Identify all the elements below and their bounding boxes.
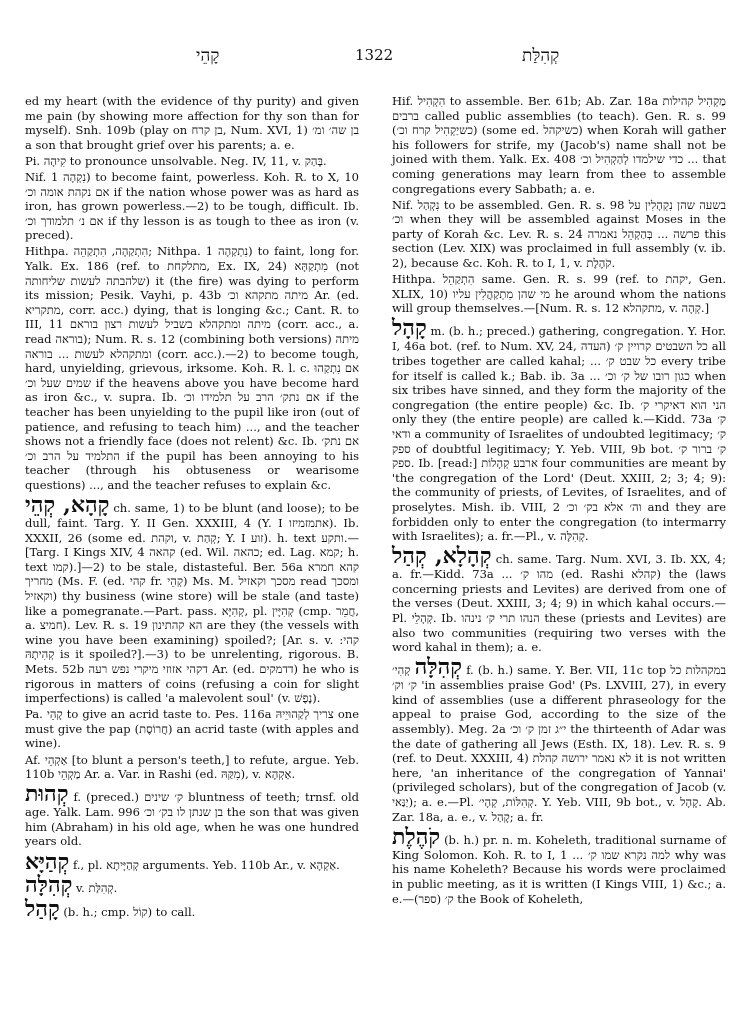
entry-kehilla-ref [25, 874, 359, 896]
right-paragraph-1: Hif. הִקְהִיל to assemble. Ber. 61b; Ab. Zar. 18a מַקְהִיל קהילות ברבים called public assemblies (to teach). Gen. R. s. 99 (כשיַקְהִיל קרח וכ׳) (some ed. כשיקהל) when Korah will gather his followers for strife, my (Jacob's) name shall not be joined with them. Yalk. Ex. 408 כדי שילמדו לְהַקְהִיל וכ׳ ... that coming generations may learn from thee to assemble congregations every Sabbath; a. e. [392, 94, 726, 196]
header-right-word: קְהִלַּת [522, 46, 560, 66]
left-paragraph-4: Hithpa. הִתְקַהָה, הִתְקַהֵה; Nithpa. נִתְקַהָה 1) to faint, long for. Yalk. Ex. 186 (ref. to מתלקחת, Ex. IX, 24) מִתְקַהָּא (not שלהבתה לעשות שליחותה) it (the fire) was dying to perform its mission; Pesik. Vayhi, p. 43b מיתה מתקהא וכ׳ Ar. (ed. מתקריא, corr. acc.) dying, that is longing &c.; Cant. R. to III, 11 מיתה ומתקהלא בשביל לעשות רצון בוראם (corr. acc., a. read בוראה); Num. R. s. 12 (combining both versions) מיתה ומתקהלא לעשות ... בוראה (corr. acc.).—2) to become tough, hard, unyielding, grievous, irksome. Koh. R. l. c. אם נִתְקַהוּ שמים שעל וכ׳ if the heavens above you have become hard as iron &c., v. supra. Ib. אם נתק׳ הרב על תלמידו וכ׳ if the teacher has been unyielding to the pupil like iron (out of patience, and refusing to teach him) ..., and the teacher shows not a friendly face (does not relent) &c. Ib. אם נתק׳ התלמיד על הרב וכ׳ if the pupil has been annoying to his teacher (through his obtuseness or wearisome questions) ..., and the teacher refuses to explain &c. [25, 244, 360, 492]
right-paragraph-3: Hithpa. הִתְקַהֵל same. Gen. R. s. 99 (ref. to יקהת, Gen. XLIX, 10) מי שהן מִתְקַהֲלִין עליו he around whom the nations will group themselves.—[Num. R. s. 12 מתקהלא, v. קְהָה.] [392, 272, 726, 316]
entry-koheleth [392, 823, 727, 906]
left-paragraph-1: ed my heart (with the evidence of thy purity) and given me pain (by showing more affection for thy son than for myself). Snh. 109b (play on בן קרח, Num. XVI, 1) בן שה׳ ומ׳ a son that brought grief over his parents; a. e. [25, 94, 359, 152]
entry-body: (b. h.; cmp. קוֹל) to call. [63, 904, 196, 919]
entry-kehala-ch [392, 545, 726, 655]
entry-body: f. (preced.) ק׳ שינים bluntness of teeth; trnsf. old age. Yalk. Lam. 996 בן שנתן לו בק׳ וכ׳ the son that was given him (Abraham) in his old age, when he was one hundred years old. [25, 790, 360, 849]
entry-headword: קְהִלָּה [414, 654, 463, 681]
entry-headword: קָהָל [392, 315, 427, 342]
left-column [25, 94, 359, 921]
entry-headword: קְהוּת [25, 781, 69, 808]
left-paragraph-6: Af. אַקְהֵי [to blunt a person's teeth,] to refute, argue. Yeb. 110b מַקְהֵי Ar. a. Var. in Rashi (ed. מִקַּהּ), v. אַקְהָא. [25, 752, 359, 782]
entry-kehaya [25, 848, 359, 875]
entry-headword: קְהַיָּא [25, 848, 70, 875]
entry-body: ch. same. Targ. Num. XVI, 3. Ib. XX, 4; a. fr.—Kidd. 73a ... מהו ק׳ (ed. Rashi קהלא) the (laws concerning priests and Levites) are derived from one of the verses (Deut. XXIII, 3; 4; 9) in which kahal occurs.—Pl. קְהָלֵי. Ib. הנהו תרי ק׳ נינהו these (priests and Levites) are also two communities (requiring two verses with the word kahal in them); a. e. [392, 552, 727, 655]
header-left-word: קָהֵי [196, 46, 220, 66]
entry-headword: קֹהֶלֶת [392, 823, 441, 850]
page-number: 1322 [355, 46, 394, 64]
entry-kahal-verb [25, 895, 359, 922]
left-paragraph-3: Nif. נִקְהָה 1) to become faint, powerless. Koh. R. to X, 10 אם נקהת אומה וכ׳ if the nation whose power was as hard as iron, has grown powerless.—2) to be tough, difficult. Ib. אם נ׳ תלמודך וכ׳ if thy lesson is as tough to thee as iron (v. preced). [25, 169, 359, 243]
entry-body: m. (b. h.; preced.) gathering, congregation. Y. Hor. I, 46a bot. (ref. to Num. XV, 24, העדה) כל השבטים קרויין ק׳ all tribes together are called kahal; ... כל שבט ק׳ every tribe for itself is called k.; Bab. ib. 3a ... כגון רובו של ק׳ וכ׳ when six tribes have sinned, and they form the majority of the congregation (the entire people) &c. Ib. הני הוא דאיקרי ק׳ only they (the entire people) are called k.—Kidd. 73a ק׳ ודאי a community of Israelites of undoubted legitimacy; ק׳ ספק of doubtful legitimacy; Y. Yeb. VIII, 9b bot. ק׳ ברור ק׳ ספק. Ib. [read:] ארבע קְהָלוֹת four communities are meant by 'the congregation of the Lord' (Deut. XXIII, 2; 3; 4; 9): the community of priests, of Levites, of Israelites, and of proselytes. Mish. ib. VIII, 2 וה׳ אלא בק׳ וכ׳ and they are forbidden only to enter the congregation (to intermarry with Israelites); a. fr.—Pl., v. קְהִלָּה. [392, 324, 727, 544]
page-header [0, 46, 750, 74]
entry-kehuth [25, 783, 359, 849]
entry-kehilla [392, 656, 726, 824]
left-paragraph-5: Pa. קָהֵי to give an acrid taste to. Pes. 116a צריך לְקַהוּיֵיהּ one must give the pap (חֲרוֹסֶת) an acrid taste (with apples and wine). [25, 707, 360, 751]
entry-headword: קָהָא, קְהֵי [25, 492, 110, 519]
left-paragraph-2: Pi. קִיהָה to pronounce unsolvable. Neg. IV, 11, v. בָּהַק. [25, 153, 327, 168]
entry-body: (b. h.) pr. n. m. Koheleth, traditional surname of King Solomon. Koh. R. to I, 1 ... למה נקרא שמו ק׳ why was his name Koheleth? Because his words were proclaimed in public meeting, as it is written (I Kings VIII, 1) &c.; a. e.—(ספר) ק׳ the Book of Koheleth, [392, 832, 727, 906]
entry-headword: קְהָלָא, קְהַל [392, 543, 492, 570]
entry-body: ch. same, 1) to be blunt (and loose); to be dull, faint. Targ. Y. II Gen. XXXIII, 4 (Y. I אתמזמיזו). Ib. XXXII, 26 (some ed. וקהת, v. קְהַת; Y. I זוע). h. text ותקע.—[Targ. I Kings XIV, 4 קהאה (ed. Wil. כהאה; ed. Lag. קמא; h. text קמו).]—2) to be stale, distasteful. Ber. 56a קהא חמרא מחריך (Ms. F. (ed. קהי fr. קְהֵי) Ms. M. מסכך וקאזיל read ומסכך וקאזיל) thy business (wine store) will be stale (and taste) like a pomegranate.—Part. pass. קְהִיָּא, pl. קְהִיָּין (cmp. חֲמֵר, a. חמיצ). Lev. R. s. 19 הא קהתינון are they (the vessels with wine you have been examining) spoiled?; [Ar. s. v. קהי: קְהִיתָהּ is it spoiled?].—3) to be unrelenting, rigorous. B. Mets. 52b דקהי אזוזי מיקרי נפש רעה Ar. (ed. דדמקים) he who is rigorous in matters of coins (refusing a coin for slight imperfections) is called 'a malevolent soul' (v. נֶפֶשׁ). [25, 501, 360, 706]
entry-body: f., pl. קְהַיָּיתָא arguments. Yeb. 110b Ar., v. אַקְהָא. [72, 857, 340, 872]
entry-headword: קָהַל [25, 895, 60, 922]
right-paragraph-2: Nif. נִקְהַל to be assembled. Gen. R. s. 98 בשעה שהן נִקְהָלִין על וכ׳ when they will be assembled against Moses in the party of Korah &c. Lev. R. s. 24 פרשה ... בְּהַקְהֵל נאמרה this section (Lev. XIX) was proclaimed in full assembly (v. ib. 2), because &c. Koh. R. to I, 1, v. קֹהֶלֶת. [392, 197, 727, 271]
entry-body: קְהִי׳ f. (b. h.) same. Y. Ber. VII, 11c top במקהלות כל ק׳ וק׳ 'in assemblies praise God' (Ps. LXVIII, 27), in every kind of assemblies (use a different phraseology for the appeal to praise God, according to the size of the assembly). Meg. 2a י״ג זמן ק׳ וכ׳ the thirteenth of Adar was the date of gathering all Jews (Esth. IX, 18). Lev. R. s. 9 (ref. to Deut. XXXIII, 4) לא נאמר ירושה קהלת it is not written here, 'an inheritance of the congregation of Yannai' (privileged scholars), but of the congregation of Jacob (v. יַנַּאי); a. e.—Pl. קְהִלּוֹת, קְהָי׳. Y. Yeb. VIII, 9b bot., v. קָהָל. Ab. Zar. 18a, a. e., v. קָהַל; a. fr. [392, 663, 727, 824]
entry-body: v. קְהִלַּת. [76, 881, 118, 895]
entry-kahal-noun [392, 317, 726, 543]
entry-kaha [25, 494, 359, 706]
entry-headword: קְהִלָּה [25, 872, 73, 898]
right-column [392, 94, 726, 908]
